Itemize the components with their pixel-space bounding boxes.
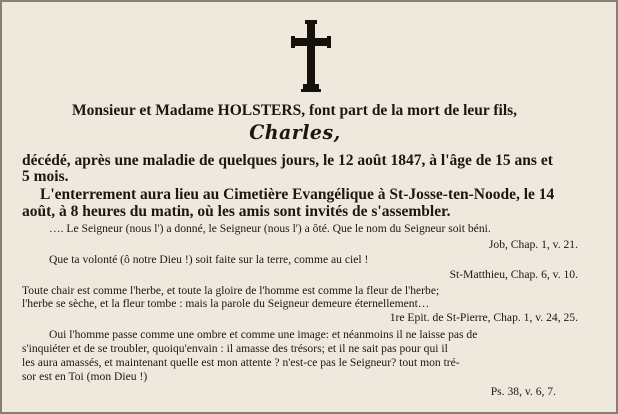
paragraph-death-line-2: 5 mois. (22, 168, 69, 185)
paragraph-burial-line-1: L'enterrement aura lieu au Cimetière Evangélique à St-Josse-ten-Noode, le 14 (40, 186, 555, 203)
verse-4-line-4: sor est en Toi (mon Dieu !) (22, 370, 148, 383)
verse-3-line-1: Toute chair est comme l'herbe, et toute la gloire de l'homme est comme la fleur de l'herbe; (22, 284, 440, 297)
verse-1-reference: Job, Chap. 1, v. 21. (488, 238, 578, 251)
deceased-name: Charles, (249, 120, 341, 144)
verse-3-line-2: l'herbe se sèche, et la fleur tombe : mais la parole du Seigneur demeure éternellement… (22, 297, 430, 310)
verse-4-line-3: les aura amassés, et maintenant quelle est mon attente ? n'est-ce pas le Seigneur? tout mon tré- (22, 356, 460, 369)
verse-3-reference: 1re Epit. de St-Pierre, Chap. 1, v. 24, 25. (389, 311, 578, 324)
verse-2-reference: St-Matthieu, Chap. 6, v. 10. (449, 268, 578, 281)
announcement-text: Monsieur et Madame HOLSTERS, font part de la mort de leur fils, (72, 102, 518, 119)
paragraph-death-line-1: décédé, après une maladie de quelques jours, le 12 août 1847, à l'âge de 15 ans et (22, 152, 553, 169)
verse-2-line-1: Que ta volonté (ô notre Dieu !) soit faite sur la terre, comme au ciel ! (49, 253, 369, 266)
verse-4-line-2: s'inquiéter et de se troubler, quoiqu'envain : il amasse des trésors; et il ne sait pas pour qui il (22, 342, 448, 355)
verse-4-line-1: Oui l'homme passe comme une ombre et comme une image: et néanmoins il ne laisse pas de (49, 328, 478, 341)
verse-1-line-1: …. Le Seigneur (nous l') a donné, le Seigneur (nous l') a ôté. Que le nom du Seigneur soit béni. (49, 222, 491, 235)
paragraph-burial-line-2: août, à 8 heures du matin, où les amis sont invités de s'assembler. (22, 203, 451, 220)
verse-4-reference: Ps. 38, v. 6, 7. (490, 385, 556, 398)
cross-icon (291, 20, 331, 92)
